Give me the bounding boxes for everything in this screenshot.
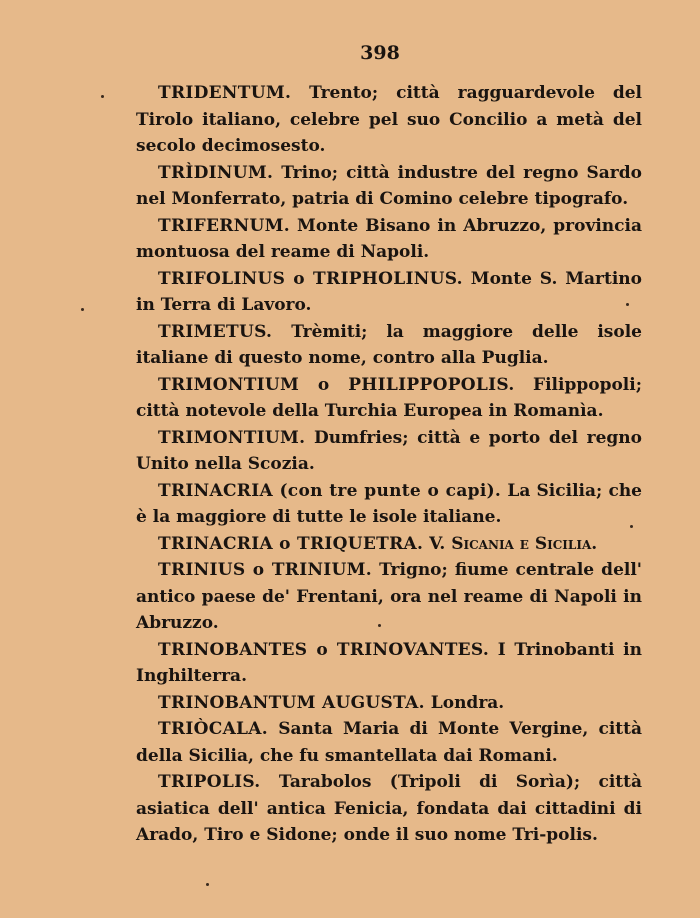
entry-text: Londra.	[430, 692, 505, 713]
entry-tridentum	[136, 80, 642, 160]
entry-tripolis	[136, 769, 642, 849]
entry-trifernum	[136, 213, 642, 266]
speck-mark	[206, 883, 209, 886]
entry-text: Tarabolos (Tripoli di Sorìa); città asiatica dell' antica Fenicia, fondata dai cittadini di Arado, Tiro e Sidone; onde il suo nome Tri-polis.	[136, 772, 643, 845]
entry-headword: TRIMONTIUM.	[158, 427, 306, 448]
entry-trimetus	[136, 319, 642, 372]
entry-trinobantum-augusta	[136, 690, 642, 717]
entry-headword: TRINACRIA (con tre punte o capi).	[158, 480, 502, 501]
entry-headword: TRINOBANTUM AUGUSTA.	[158, 692, 425, 713]
speck-mark	[626, 303, 629, 306]
entry-text: Trigno; fiume centrale dell' antico paese de' Frentani, ora nel reame di Napoli in Abruzzo.	[136, 560, 643, 633]
entry-headword: TRIÒCALA.	[158, 719, 269, 739]
entry-headword: TRÌDINUM.	[158, 162, 274, 183]
entry-trifolinus	[136, 266, 642, 319]
entry-triocala	[136, 716, 642, 769]
entry-text: Monte S. Martino in Terra di Lavoro.	[136, 268, 642, 315]
entry-text: Trento; città ragguardevole del Tirolo italiano, celebre pel suo Concilio a metà del secolo decimosesto.	[136, 83, 643, 156]
entry-trinacria	[136, 478, 642, 531]
speck-mark	[101, 95, 104, 98]
speck-mark	[630, 525, 633, 528]
entry-text: Filippopoli; città notevole della Turchia Europea in Romanìa.	[136, 374, 642, 421]
entry-text: Monte Bisano in Abruzzo, provincia montuosa del reame di Napoli.	[136, 215, 642, 262]
entry-trinobantes	[136, 637, 642, 690]
entry-headword: TRIFERNUM.	[158, 215, 290, 236]
entry-text: Dumfries; città e porto del regno Unito nella Scozia.	[136, 427, 642, 474]
entry-text: I Trinobanti in Inghilterra.	[136, 639, 642, 686]
entry-text: La Sicilia; che è la maggiore di tutte le isole italiane.	[136, 480, 642, 527]
entry-trinacria-triquetra	[136, 531, 642, 558]
entry-text: Trino; città industre del regno Sardo nel Monferrato, patria di Comino celebre tipografo.	[136, 162, 642, 209]
entry-trinius	[136, 557, 642, 637]
entry-headword: TRIMONTIUM o PHILIPPOPOLIS.	[158, 374, 515, 395]
entry-trimontium	[136, 425, 642, 478]
entry-headword: TRIFOLINUS o TRIPHOLINUS.	[158, 268, 463, 289]
page-number: 398	[360, 42, 400, 64]
entry-text: Santa Maria di Monte Vergine, città della Sicilia, che fu smantellata dai Romani.	[136, 719, 642, 766]
speck-mark	[378, 624, 381, 627]
entry-text: Trèmiti; la maggiore delle isole italiane di questo nome, contro alla Puglia.	[136, 321, 642, 368]
entry-headword: TRIPOLIS.	[158, 772, 261, 792]
entry-headword: TRINACRIA o TRIQUETRA.	[158, 533, 424, 554]
dictionary-entries	[136, 80, 642, 849]
entry-headword: TRIDENTUM.	[158, 83, 292, 103]
entry-headword: TRINOBANTES o TRINOVANTES.	[158, 639, 490, 660]
entry-trimontium-philippopolis	[136, 372, 642, 425]
entry-headword: TRINIUS o TRINIUM.	[158, 560, 373, 580]
entry-tridinum	[136, 160, 642, 213]
entry-headword: TRIMETUS.	[158, 321, 273, 342]
speck-mark	[81, 308, 84, 311]
entry-text: V. Sicania e Sicilia.	[429, 533, 598, 554]
